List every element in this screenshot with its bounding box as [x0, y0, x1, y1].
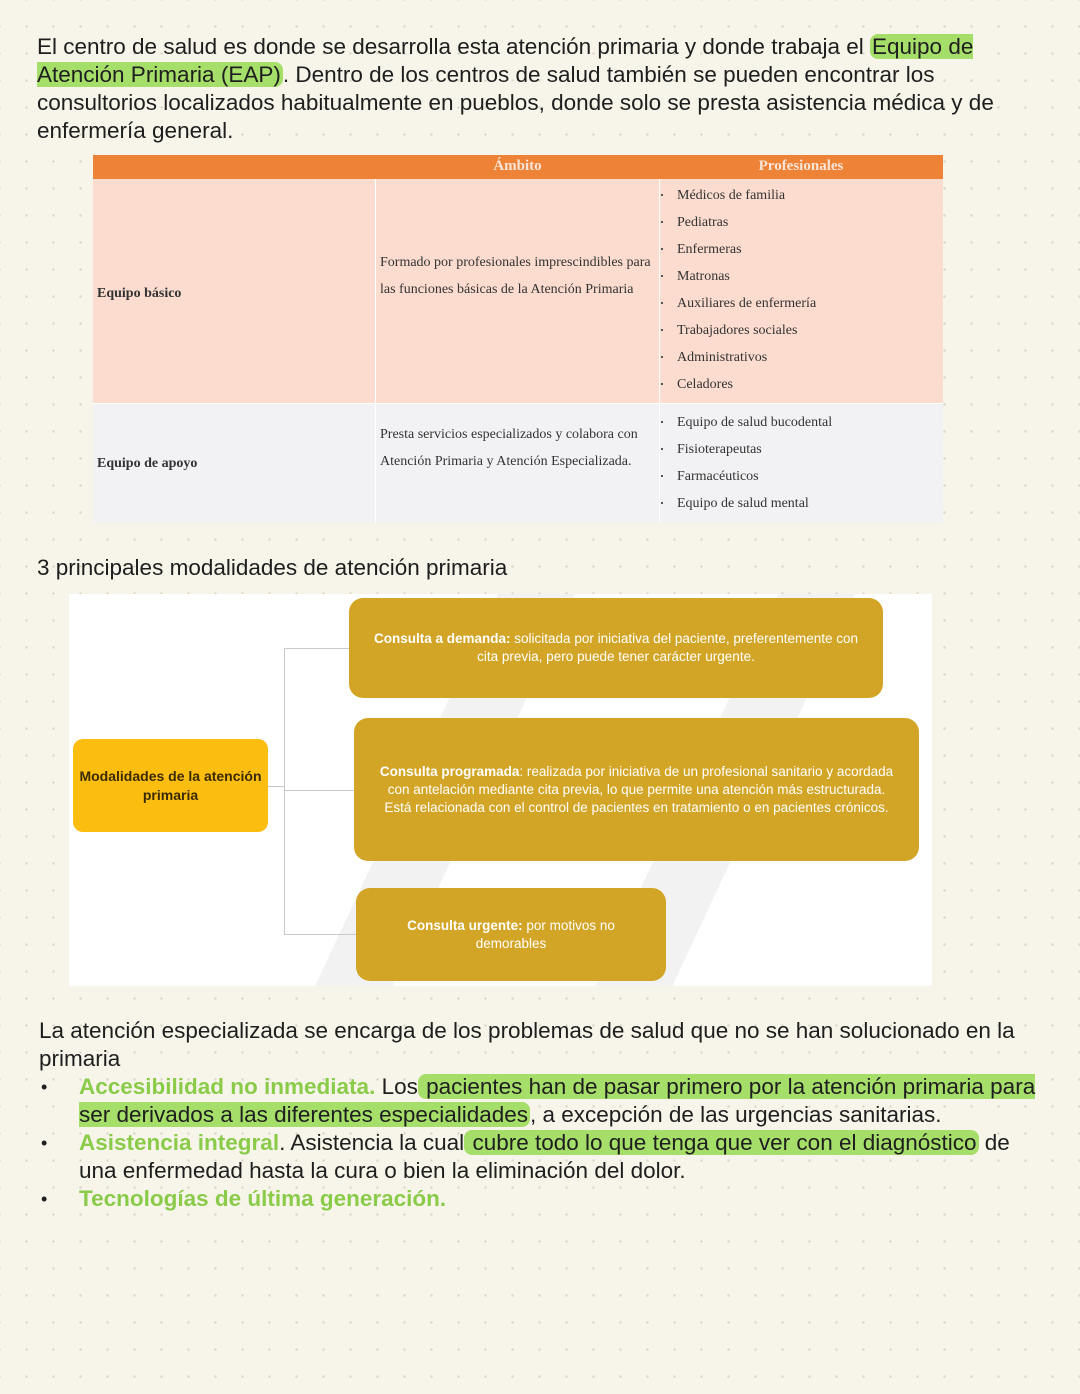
- header-ambito: Ámbito: [493, 158, 542, 174]
- box-title: Consulta a demanda:: [374, 631, 511, 646]
- list-item: [39, 1129, 1049, 1185]
- bullet-title: Accesibilidad no inmediata.: [79, 1074, 376, 1099]
- column-divider: [375, 179, 376, 523]
- bullet-title: Tecnologías de última generación.: [79, 1186, 447, 1211]
- bullet-icon: •: [41, 1189, 48, 1209]
- bullet-icon: •: [41, 1077, 48, 1097]
- modalities-heading: 3 principales modalidades de atención primaria: [37, 555, 508, 580]
- consulta-demanda-box: [349, 598, 883, 698]
- list-item: Equipo de salud bucodental: [677, 409, 937, 436]
- box-text: por motivos no demorables: [475, 917, 615, 951]
- connector: [284, 934, 356, 935]
- list-item: Matronas: [677, 263, 937, 290]
- list-item: Enfermeras: [677, 236, 937, 263]
- bullet-text: , a excepción de las urgencias sanitarias.: [530, 1102, 942, 1127]
- intro-text-1: El centro de salud es donde se desarrolla esta atención primaria y donde trabaja el: [37, 34, 871, 59]
- list-item: Farmacéuticos: [677, 463, 937, 490]
- connector: [284, 648, 349, 649]
- row-label: Equipo básico: [97, 286, 182, 301]
- intro-paragraph: [37, 33, 1057, 145]
- list-item: Pediatras: [677, 209, 937, 236]
- row-description: Presta servicios especializados y colabora con Atención Primaria y Atención Especializada.: [380, 427, 638, 469]
- list-item: Celadores: [677, 371, 937, 398]
- bullet-highlight: cubre todo lo que tenga que ver con el diagnóstico: [466, 1130, 977, 1155]
- bullet-text: Los: [375, 1074, 418, 1099]
- column-divider: [659, 179, 660, 523]
- list-item: Auxiliares de enfermería: [677, 290, 937, 317]
- bullet-icon: •: [41, 1133, 48, 1153]
- consulta-programada-box: [354, 718, 919, 861]
- list-item: Fisioterapeutas: [677, 436, 937, 463]
- specialized-bullets: [39, 1073, 1049, 1213]
- bullet-text: de una enfermedad hasta la cura o bien la eliminación del dolor.: [79, 1130, 1010, 1183]
- list-item: Administrativos: [677, 344, 937, 371]
- table-header: [93, 155, 943, 179]
- bullet-title: Asistencia integral: [79, 1130, 280, 1155]
- list-item: [39, 1185, 1049, 1213]
- professionals-list: [677, 182, 937, 398]
- connector: [284, 790, 354, 791]
- list-item: Médicos de familia: [677, 182, 937, 209]
- connector: [268, 786, 284, 787]
- table-row: [93, 179, 943, 403]
- modalities-root-box: Modalidades de la atención primaria: [73, 739, 268, 832]
- row-description: Formado por profesionales imprescindibles para las funciones básicas de la Atención Primaria: [380, 255, 651, 297]
- intro-text-2: . Dentro de los centros de salud también se pueden encontrar los consultorios localizados habitualmente en pueblos, donde solo se presta asistencia médica y de enfermería general.: [37, 62, 994, 143]
- bullet-text: . Asistencia la cual: [279, 1130, 465, 1155]
- table-row: [93, 404, 943, 523]
- specialized-intro: La atención especializada se encarga de los problemas de salud que no se han solucionado en la primaria: [39, 1018, 1015, 1071]
- list-item: [39, 1073, 1049, 1129]
- row-label: Equipo de apoyo: [97, 456, 198, 471]
- list-item: Equipo de salud mental: [677, 490, 937, 517]
- intro-highlight: Equipo de Atención Primaria (EAP): [37, 34, 974, 87]
- health-team-table: [93, 155, 943, 523]
- box-text: : realizada por iniciativa de un profesional sanitario y acordada con antelación mediante cita previa, lo que permite una atención más estructurada. Está relacionada con el control de pacientes en tratamiento o en pacientes crónicos.: [384, 763, 894, 815]
- header-profesionales: Profesionales: [758, 158, 844, 174]
- consulta-urgente-box: [356, 888, 666, 981]
- box-title: Consulta programada: [379, 763, 520, 779]
- list-item: Trabajadores sociales: [677, 317, 937, 344]
- box-text: solicitada por iniciativa del paciente, preferentemente con cita previa, pero puede tener carácter urgente.: [477, 631, 858, 664]
- professionals-list: [677, 409, 937, 517]
- modalities-diagram: [69, 594, 932, 986]
- bullet-highlight: pacientes han de pasar primero por la atención primaria para ser derivados a las diferentes especialidades: [79, 1074, 1036, 1127]
- connector: [284, 648, 285, 934]
- box-title: Consulta urgente:: [407, 917, 523, 933]
